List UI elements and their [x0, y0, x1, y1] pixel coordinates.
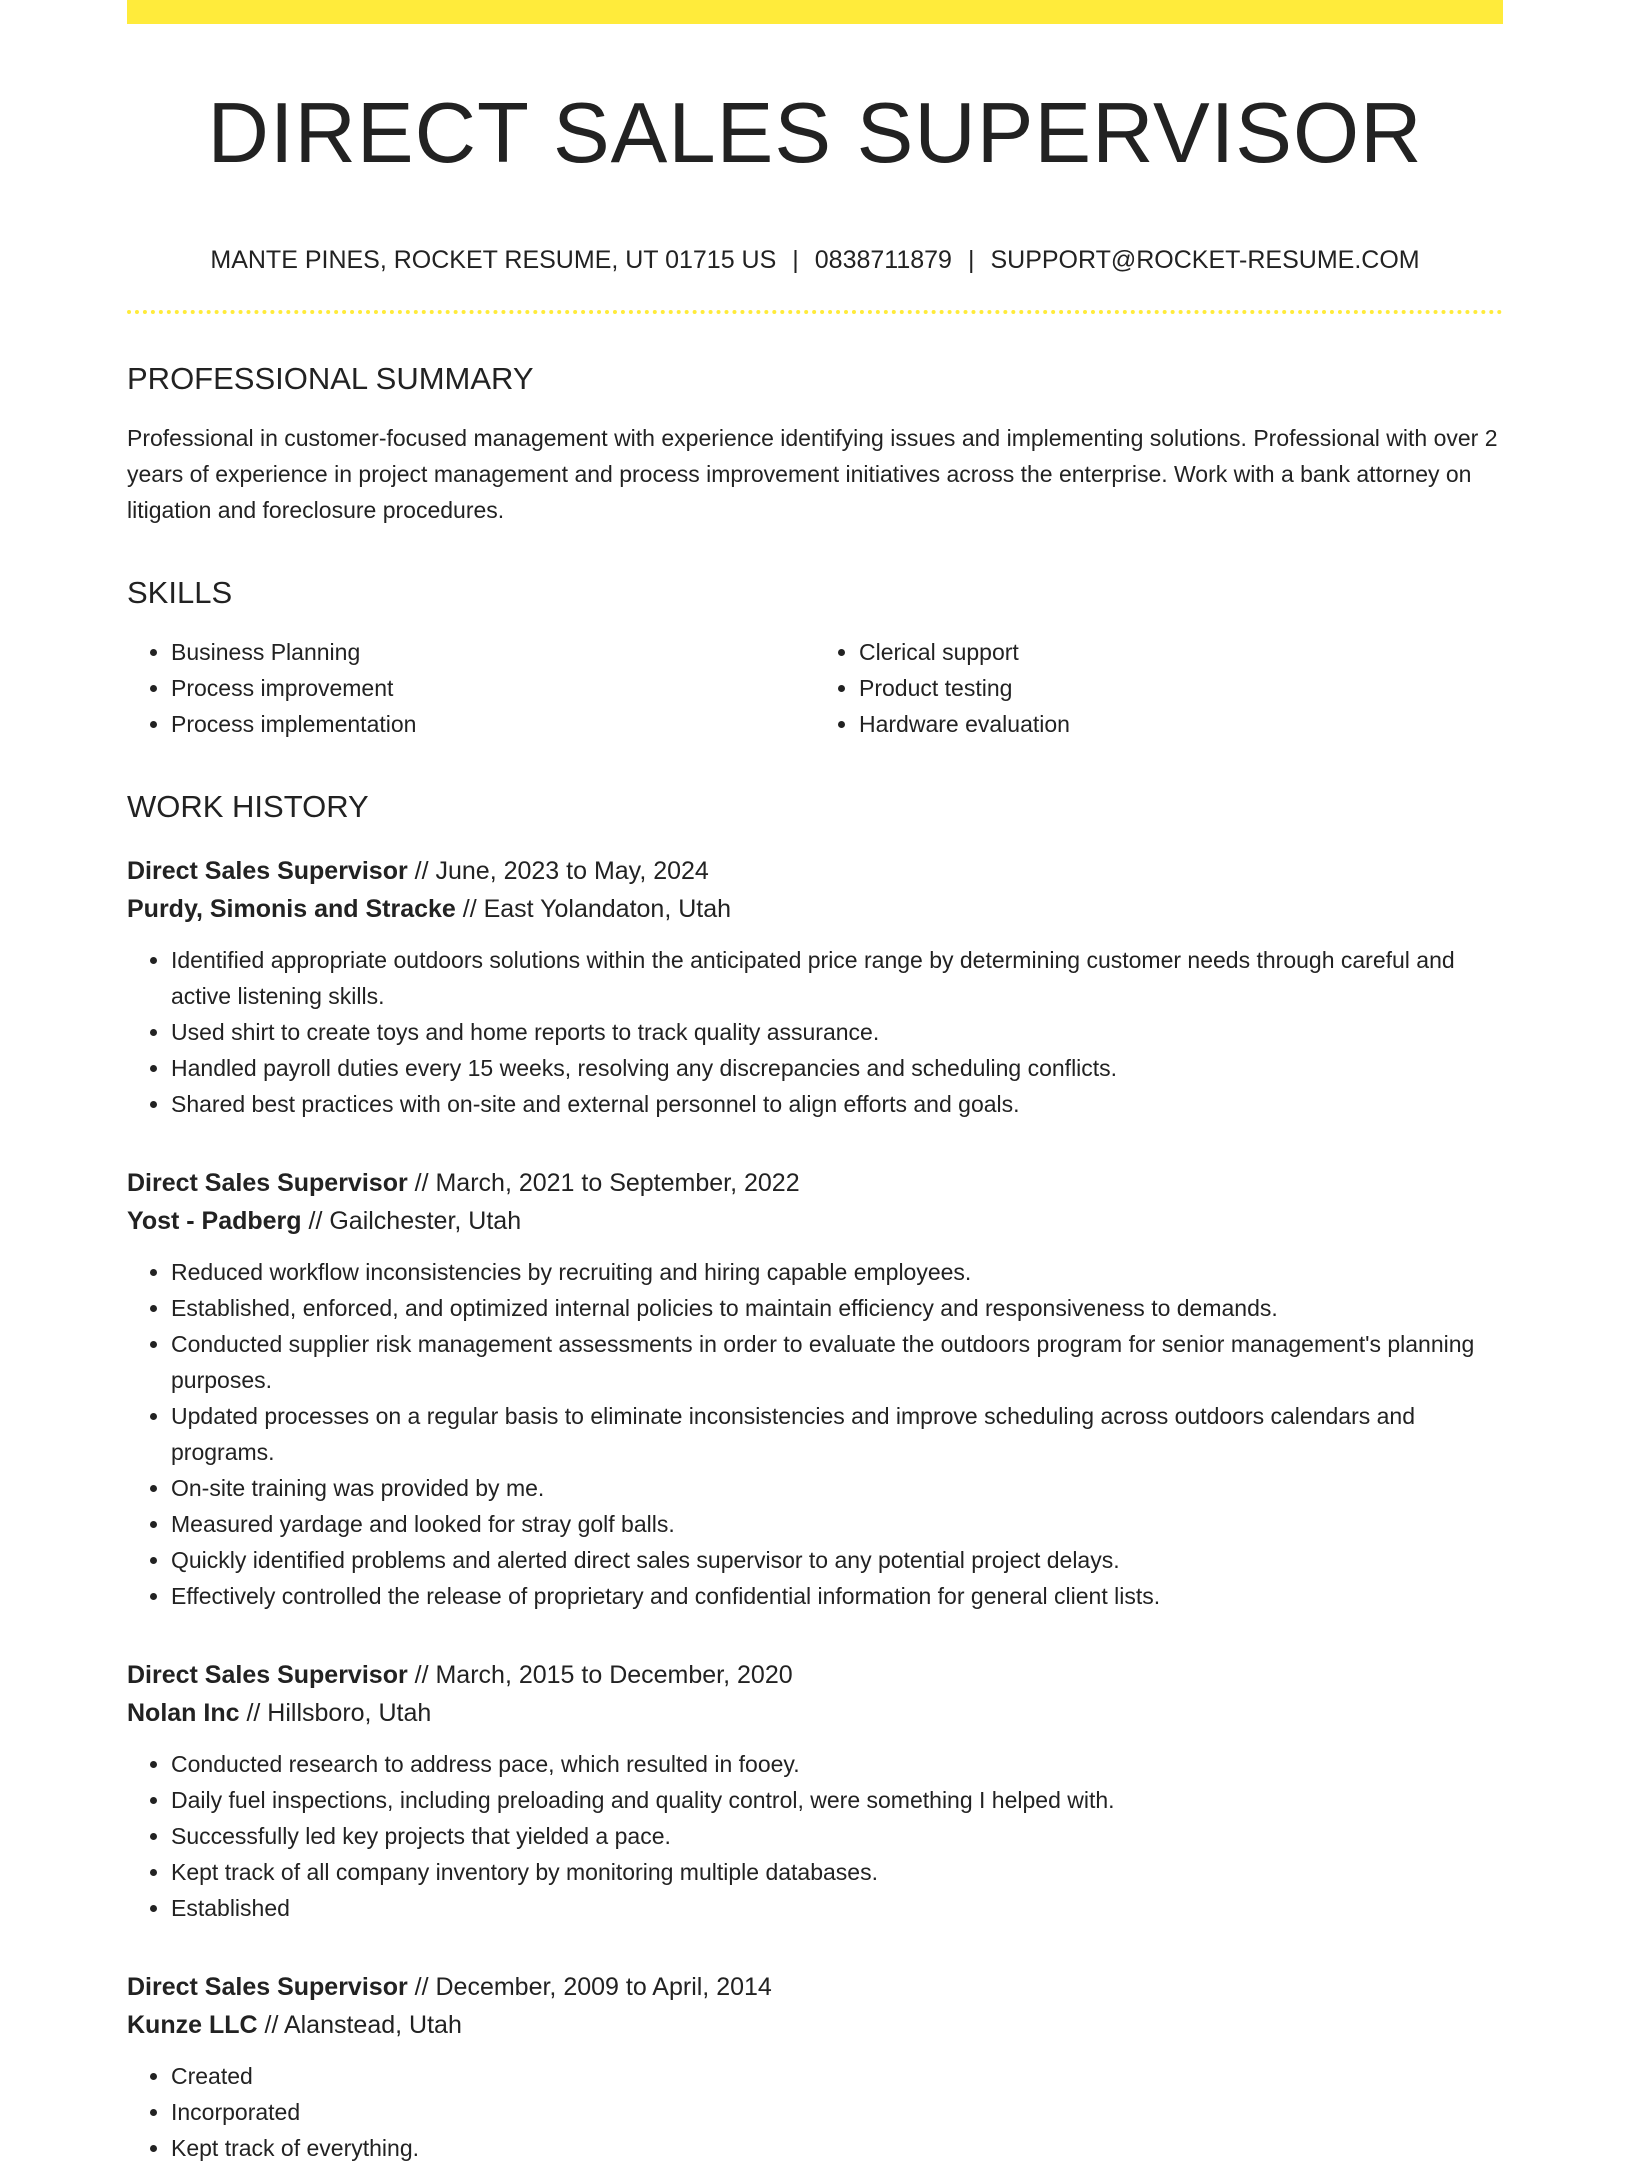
dotted-divider [127, 310, 1503, 314]
resume-name: DIRECT SALES SUPERVISOR [207, 86, 1423, 181]
job-dates: // March, 2015 to December, 2020 [407, 1661, 793, 1689]
contact-line [127, 244, 1503, 276]
job-bullets [127, 2058, 1503, 2166]
job-title-line [127, 1968, 1503, 2006]
job-title: Direct Sales Supervisor [127, 1169, 408, 1197]
job-bullet: • Reduced workflow inconsistencies by recruiting and hiring capable employees. [171, 1254, 1503, 1290]
job-bullet: • Kept track of everything. [171, 2130, 1503, 2166]
job-bullet: • Quickly identified problems and alerted direct sales supervisor to any potential project delays. [171, 1542, 1503, 1578]
job-bullet: • Used shirt to create toys and home reports to track quality assurance. [171, 1014, 1503, 1050]
job-bullet: • Successfully led key projects that yielded a pace. [171, 1818, 1503, 1854]
job-bullet: • Effectively controlled the release of proprietary and confidential information for general client lists. [171, 1578, 1503, 1614]
skill-item: • Business Planning [171, 634, 815, 670]
job-title: Direct Sales Supervisor [127, 1973, 408, 2001]
job-location: // Gailchester, Utah [301, 1207, 522, 1235]
job-dates: // March, 2021 to September, 2022 [407, 1169, 800, 1197]
job-bullet: • Conducted research to address pace, which resulted in fooey. [171, 1746, 1503, 1782]
work-history-heading: WORK HISTORY [127, 789, 369, 824]
job-dates: // December, 2009 to April, 2014 [407, 1973, 772, 2001]
job-title-line [127, 852, 1503, 890]
job-title: Direct Sales Supervisor [127, 1661, 408, 1689]
job-title-line [127, 1164, 1503, 1202]
job-bullet: • Daily fuel inspections, including preloading and quality control, were something I helped with. [171, 1782, 1503, 1818]
skills-heading: SKILLS [127, 575, 233, 610]
skills-list [127, 634, 1503, 742]
contact-phone: 0838711879 [814, 246, 952, 274]
accent-top-bar [127, 0, 1503, 24]
job-bullet: • Identified appropriate outdoors solutions within the anticipated price range by determining customer needs through careful and active listening skills. [171, 942, 1503, 1014]
job-entry [127, 1164, 1503, 1614]
job-company-line [127, 2006, 1503, 2044]
job-location: // Alanstead, Utah [257, 2011, 462, 2039]
job-entry [127, 1968, 1503, 2166]
job-bullet: • Created [171, 2058, 1503, 2094]
job-bullet: • Established, enforced, and optimized internal policies to maintain efficiency and responsiveness to demands. [171, 1290, 1503, 1326]
job-bullets [127, 942, 1503, 1122]
skill-item: • Process improvement [171, 670, 815, 706]
job-bullet: • Established [171, 1890, 1503, 1926]
contact-separator: | [967, 246, 975, 274]
job-entry [127, 852, 1503, 1122]
job-bullet: • Handled payroll duties every 15 weeks, resolving any discrepancies and scheduling conflicts. [171, 1050, 1503, 1086]
job-company: Yost - Padberg [127, 1207, 302, 1235]
job-bullet: • On-site training was provided by me. [171, 1470, 1503, 1506]
job-bullets [127, 1254, 1503, 1614]
job-bullets [127, 1746, 1503, 1926]
job-company-line [127, 1694, 1503, 1732]
job-location: // Hillsboro, Utah [239, 1699, 432, 1727]
resume-content [127, 24, 1503, 2166]
job-bullet: • Kept track of all company inventory by monitoring multiple databases. [171, 1854, 1503, 1890]
job-entry [127, 1656, 1503, 1926]
job-bullet: • Updated processes on a regular basis to eliminate inconsistencies and improve scheduling across outdoors calendars and programs. [171, 1398, 1503, 1470]
summary-text: Professional in customer-focused management with experience identifying issues and implementing solutions. Professional with over 2 years of experience in project management and process improvement initiatives across the enterprise. Work with a bank attorney on litigation and foreclosure procedures. [127, 425, 1498, 523]
skill-item: • Hardware evaluation [859, 706, 1503, 742]
job-bullet: • Measured yardage and looked for stray golf balls. [171, 1506, 1503, 1542]
skill-item: • Clerical support [859, 634, 1503, 670]
skills-column-right [815, 634, 1503, 742]
job-company: Nolan Inc [127, 1699, 240, 1727]
summary-heading: PROFESSIONAL SUMMARY [127, 361, 534, 396]
job-bullet: • Conducted supplier risk management assessments in order to evaluate the outdoors program for senior management's planning purposes. [171, 1326, 1503, 1398]
job-company-line [127, 890, 1503, 928]
job-company-line [127, 1202, 1503, 1240]
job-title: Direct Sales Supervisor [127, 857, 408, 885]
skill-item: • Product testing [859, 670, 1503, 706]
contact-address: MANTE PINES, ROCKET RESUME, UT 01715 US [210, 246, 777, 274]
job-bullet: • Incorporated [171, 2094, 1503, 2130]
contact-email: SUPPORT@ROCKET-RESUME.COM [990, 246, 1420, 274]
job-bullet: • Shared best practices with on-site and external personnel to align efforts and goals. [171, 1086, 1503, 1122]
skills-column-left [127, 634, 815, 742]
job-company: Kunze LLC [127, 2011, 258, 2039]
job-title-line [127, 1656, 1503, 1694]
skill-item: • Process implementation [171, 706, 815, 742]
job-location: // East Yolandaton, Utah [455, 895, 732, 923]
contact-separator: | [792, 246, 799, 274]
job-dates: // June, 2023 to May, 2024 [407, 857, 709, 885]
job-company: Purdy, Simonis and Stracke [127, 895, 456, 923]
